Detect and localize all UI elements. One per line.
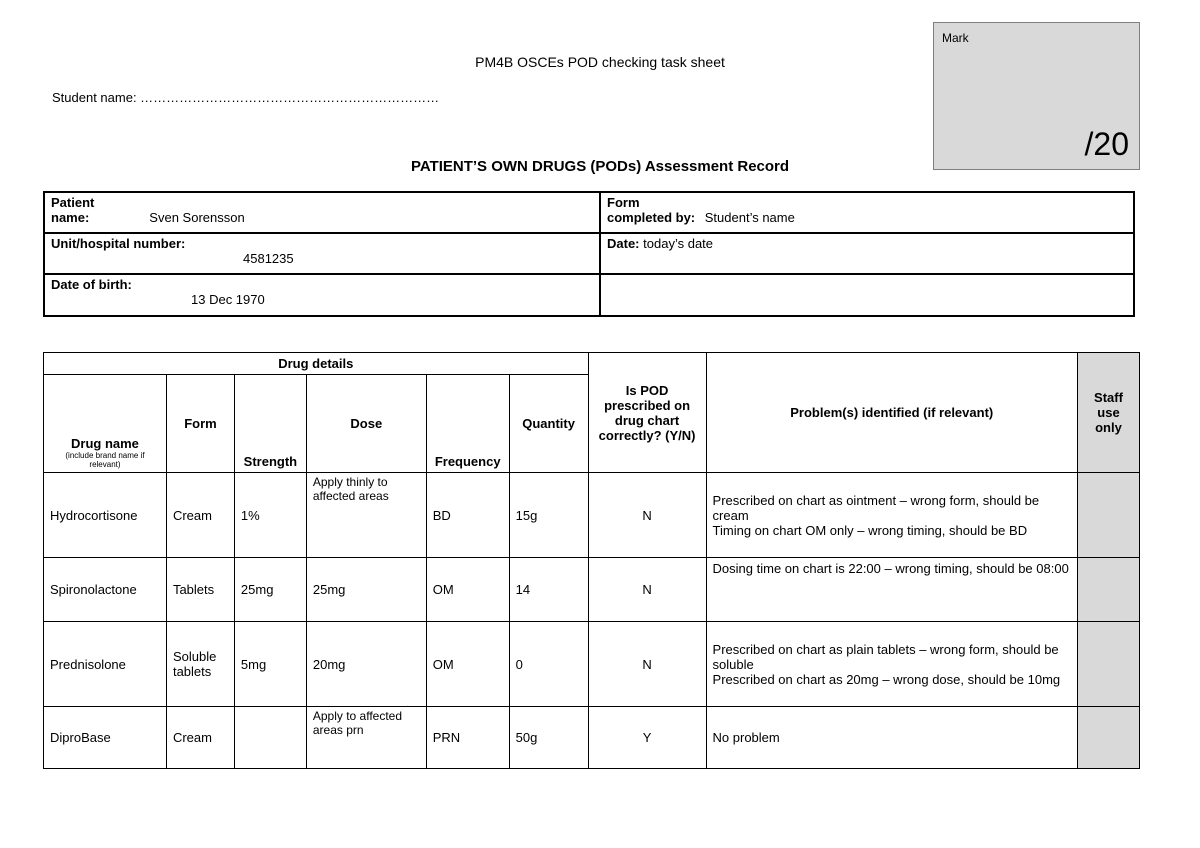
problem-cell [706, 707, 1077, 769]
drug-form-cell: Soluble tablets [166, 622, 234, 707]
date-cell [600, 233, 1134, 274]
quantity-column-header: Quantity [509, 375, 588, 473]
drug-name-cell: Hydrocortisone [44, 473, 167, 558]
drug-name-column-header [44, 375, 167, 473]
student-name-label: Student name: …………………………………………………………… [52, 90, 440, 105]
patient-name-label: Patient [51, 195, 95, 210]
drug-strength-cell [234, 707, 306, 769]
drug-details-group-header: Drug details [44, 353, 589, 375]
pod-answer-cell: N [588, 558, 706, 622]
form-completed-cell [600, 192, 1134, 233]
problem-text: Prescribed on chart as 20mg – wrong dose, should be 10mg [712, 671, 1061, 687]
dob-label: Date of birth: [51, 277, 132, 292]
strength-column-header: Strength [234, 375, 306, 473]
drug-quantity-cell: 50g [509, 707, 588, 769]
problem-text: Timing on chart OM only – wrong timing, should be BD [712, 522, 1028, 538]
form-completed-label: Form [607, 195, 640, 210]
date-label: Date: [607, 236, 640, 251]
problem-text: Prescribed on chart as plain tablets – wrong form, should be soluble [712, 641, 1059, 672]
drug-frequency-cell: OM [426, 622, 509, 707]
assessment-heading: PATIENT’S OWN DRUGS (PODs) Assessment Record [410, 158, 790, 175]
patient-name-value: Sven Sorensson [149, 210, 245, 225]
problem-text: Prescribed on chart as ointment – wrong form, should be cream [712, 492, 1040, 523]
drug-name-header-note: (include brand name if relevant) [65, 451, 145, 469]
table-row [44, 473, 1140, 558]
unit-number-value: 4581235 [243, 251, 294, 266]
document-title: PM4B OSCEs POD checking task sheet [475, 54, 725, 70]
table-row [44, 622, 1140, 707]
drug-quantity-cell: 15g [509, 473, 588, 558]
unit-number-label: Unit/hospital number: [51, 236, 186, 251]
patient-name-cell [44, 192, 600, 233]
empty-cell [600, 274, 1134, 316]
drug-details-table [43, 352, 1140, 769]
frequency-column-header: Frequency [426, 375, 509, 473]
problem-cell [706, 558, 1077, 622]
mark-label: Mark [942, 31, 969, 45]
form-column-header: Form [166, 375, 234, 473]
dose-column-header: Dose [306, 375, 426, 473]
drug-frequency-cell: OM [426, 558, 509, 622]
table-row [44, 707, 1140, 769]
drug-name-header-text: Drug name [71, 436, 139, 451]
dob-value: 13 Dec 1970 [191, 292, 265, 307]
pod-answer-cell: Y [588, 707, 706, 769]
form-completed-label-2: completed by: [607, 210, 696, 225]
unit-number-cell [44, 233, 600, 274]
drug-form-cell: Tablets [166, 558, 234, 622]
drug-strength-cell: 1% [234, 473, 306, 558]
drug-strength-cell: 25mg [234, 558, 306, 622]
patient-name-label-2: name: [51, 210, 90, 225]
pod-answer-cell: N [588, 622, 706, 707]
pod-answer-cell: N [588, 473, 706, 558]
date-value: today’s date [643, 236, 714, 251]
problem-cell [706, 473, 1077, 558]
table-row [44, 558, 1140, 622]
drug-strength-cell: 5mg [234, 622, 306, 707]
problem-column-header: Problem(s) identified (if relevant) [706, 353, 1077, 473]
drug-dose-cell: 25mg [306, 558, 426, 622]
problem-text: No problem [712, 730, 780, 745]
staff-use-cell [1077, 622, 1139, 707]
problem-text: Dosing time on chart is 22:00 – wrong timing, should be 08:00 [712, 561, 1069, 576]
patient-details-table [43, 191, 1135, 317]
drug-frequency-cell: PRN [426, 707, 509, 769]
drug-quantity-cell: 0 [509, 622, 588, 707]
drug-dose-cell: 20mg [306, 622, 426, 707]
drug-dose-cell: Apply to affected areas prn [306, 707, 426, 769]
mark-box [933, 22, 1140, 170]
staff-column-header: Staff use only [1077, 353, 1139, 473]
mark-score: /20 [1084, 126, 1129, 162]
drug-name-cell: Spironolactone [44, 558, 167, 622]
drug-name-cell: DiproBase [44, 707, 167, 769]
drug-frequency-cell: BD [426, 473, 509, 558]
drug-form-cell: Cream [166, 473, 234, 558]
staff-use-cell [1077, 473, 1139, 558]
form-completed-value: Student’s name [704, 210, 795, 225]
drug-dose-cell: Apply thinly to affected areas [306, 473, 426, 558]
drug-name-cell: Prednisolone [44, 622, 167, 707]
drug-quantity-cell: 14 [509, 558, 588, 622]
problem-cell [706, 622, 1077, 707]
pod-column-header: Is POD prescribed on drug chart correctly? (Y/N) [588, 353, 706, 473]
drug-form-cell: Cream [166, 707, 234, 769]
staff-use-cell [1077, 707, 1139, 769]
staff-use-cell [1077, 558, 1139, 622]
dob-cell [44, 274, 600, 316]
